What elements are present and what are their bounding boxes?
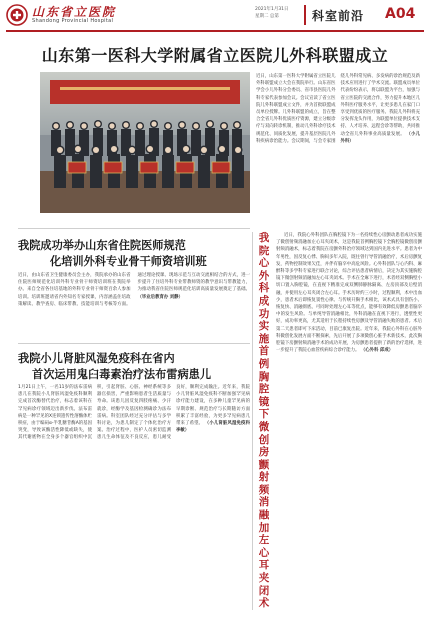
divider-rule	[18, 228, 250, 229]
article-top-right	[256, 73, 420, 223]
masthead	[0, 0, 430, 30]
masthead-separator	[304, 5, 306, 25]
headline-vertical: 我院心外科成功实施首例胸腔镜下微创房颤射频消融加左心耳夹闭术	[258, 232, 270, 610]
article-3-body: 1月21日上午，一名11岁的法布雷病患儿在我院小儿肾脏风湿免疫科顺利完成首次酶替代治疗，标志着该科在罕见病诊疗领域迈出新步伐。法布雷病是一种罕见的X连锁遗传性溶酶体贮积症，由于编码α-半乳糖苷酶A的基因突变，导致该酶活性降低或缺失，使其代谢底物在全身多个器官组织中沉积，引起肾脏、心脏、神经系统等多器官损害，严重影响患者生活质量与寿命。该患儿因反复四肢疼痛、少汗就诊，经酶学及基因检测确诊为法布雷病。科室团队经过充分评估与多学科讨论，为患儿制定了个体化治疗方案。治疗过程中，医护人员密切监测患儿生命体征及不良反应，患儿耐受良好，顺利完成输注。近年来，我院小儿肾脏风湿免疫科不断加强罕见病诊疗能力建设，在多种儿童罕见病的早期诊断、规范治疗与长期随访方面积累了丰富经验，为更多罕见病患儿带来了希望。	[18, 385, 250, 441]
article-3-byline: （小儿肾脏风湿免疫科 李敏）	[176, 421, 250, 434]
issue-date	[255, 6, 289, 20]
article-vertical-body: 近日，我院心外科团队在胸腔镜下为一名持续性心房颤动患者成功实施了微创射频消融加左心耳夹闭术，这是我院首例胸腔镜下全胸腔镜微创房颤射频消融术，标志着我院在房颤外科治疗领域达到国内先进水平。患者为中年男性，因反复心悸、胸闷多年入院，既往曾行导管消融治疗，术后房颤复发，药物控制效果欠佳，并伴有脑卒中高危风险。心外科团队与心内科、麻醉科等多学科专家进行联合讨论，综合评估患者病情后，决定为其实施胸腔镜下微创射频消融加左心耳夹闭术。手术在全麻下进行，术者经双侧胸壁小切口置入胸腔镜，在直视下精准完成双侧肺静脉隔离、左房顶部及后壁消融，并使用左心耳夹闭合左心耳。手术历时约三小时，过程顺利，术中出血少，患者术后即恢复窦性心律。与传统开胸手术相比，该术式具有创伤小、恢复快、消融彻底、可同时处理左心耳等优点，能够有效降低房颤患者脑卒中的发生风险。与单纯导管消融相比，外科消融在直视下进行，透壁性更好，成功率更高，尤其适用于长程持续性房颤及导管消融失败的患者。术后第二天患者即可下床活动，目前已康复出院。近年来，我院心外科在心脏外科微创化发展方面不断探索，先后开展了多项微创心脏手术新技术，此次胸腔镜下房颤射频消融手术的成功开展，为房颤患者提供了新的治疗选择，进一步提升了我院心血管疾病综合诊疗能力。	[276, 233, 422, 354]
article-2	[18, 272, 250, 338]
group-photo-icon	[46, 118, 244, 188]
brand-name: 山东省立医院	[32, 5, 117, 19]
article-vertical	[276, 232, 422, 612]
brand-subtitle: Shandong Provincial Hospital	[32, 18, 114, 24]
headline-top: 山东第一医科大学附属省立医院儿外科联盟成立	[41, 46, 389, 65]
article-top-right-byline: （小儿外科）	[340, 131, 420, 144]
photo-banner-text	[60, 87, 230, 90]
article-3	[18, 384, 250, 610]
headline-2	[18, 238, 248, 270]
article-2-body: 近日，由山东省卫生健康委员会主办，我院承办的山东省住院医师规范化培训外科专业骨干师资培训班在我院举办。来自全省各住培基地的外科专业骨干师资百余人参加培训。培训班邀请省内外知名专家授课，内容涵盖住培政策解读、教学查房、临床带教、技能培训与考核等方面。通过理论授课、现场示范与互动交流相结合的方式，进一步提升了住培外科专业带教师资的教学意识与带教能力，为推动我省住院医师规范化培训高质量发展奠定了基础。	[18, 273, 250, 307]
issue-date-line1: 2021年1月31日	[255, 7, 289, 12]
headline-3-line2: 首次运用鬼臼毒素治疗法布雷病患儿	[32, 368, 212, 381]
headline-3	[18, 351, 250, 383]
section-name: 科室前沿	[312, 9, 365, 23]
article-2-byline: （毕业后教育办 刘静）	[137, 294, 183, 300]
page-number: A04	[385, 6, 416, 22]
photo-banner	[50, 80, 240, 104]
masthead-rule	[6, 30, 424, 32]
headline-3-line1: 我院小儿肾脏风湿免疫科在省内	[18, 352, 175, 365]
group-photo	[40, 72, 250, 213]
article-vertical-byline: （心外科 邱成）	[360, 348, 394, 354]
column-rule	[252, 232, 253, 610]
headline-2-line1: 我院成功举办山东省住院医师规范	[18, 239, 186, 252]
hospital-logo-icon	[6, 4, 28, 26]
issue-date-line2: 星期二 总第	[255, 14, 279, 19]
headline-2-line2: 化培训外科专业骨干师资培训班	[50, 255, 207, 268]
divider-rule	[18, 343, 250, 344]
article-top-right-body: 近日，山东第一医科大学附属省立医院儿外科联盟成立大会在我院举行。山东省医学会小儿外科分会委员、省市县医院儿外科专家代表参加会议。会议宣读了省立医院儿外科联盟成立文件，并为首批联盟成员单位授牌。儿外科联盟的成立，旨在整合全省儿外科优质医疗资源，建立分级诊疗与双向转诊机制，推动儿外科诊疗技术规范化、同质化发展，提升基层医院儿外科疾病诊治能力。会议期间，与会专家围绕儿外科常见病、多发病的诊治规范及新技术应用进行了学术交流。联盟成员单位代表纷纷表示，将以联盟为平台，加强与省立医院的交流合作，努力提升本地区儿外科医疗服务水平，让更多患儿在家门口享受到优质的医疗服务。我院儿外科将充分发挥龙头作用，为联盟单位提供技术支持、人才培养、远程会诊等帮助，共同推动全省儿外科事业高质量发展。	[256, 74, 420, 144]
